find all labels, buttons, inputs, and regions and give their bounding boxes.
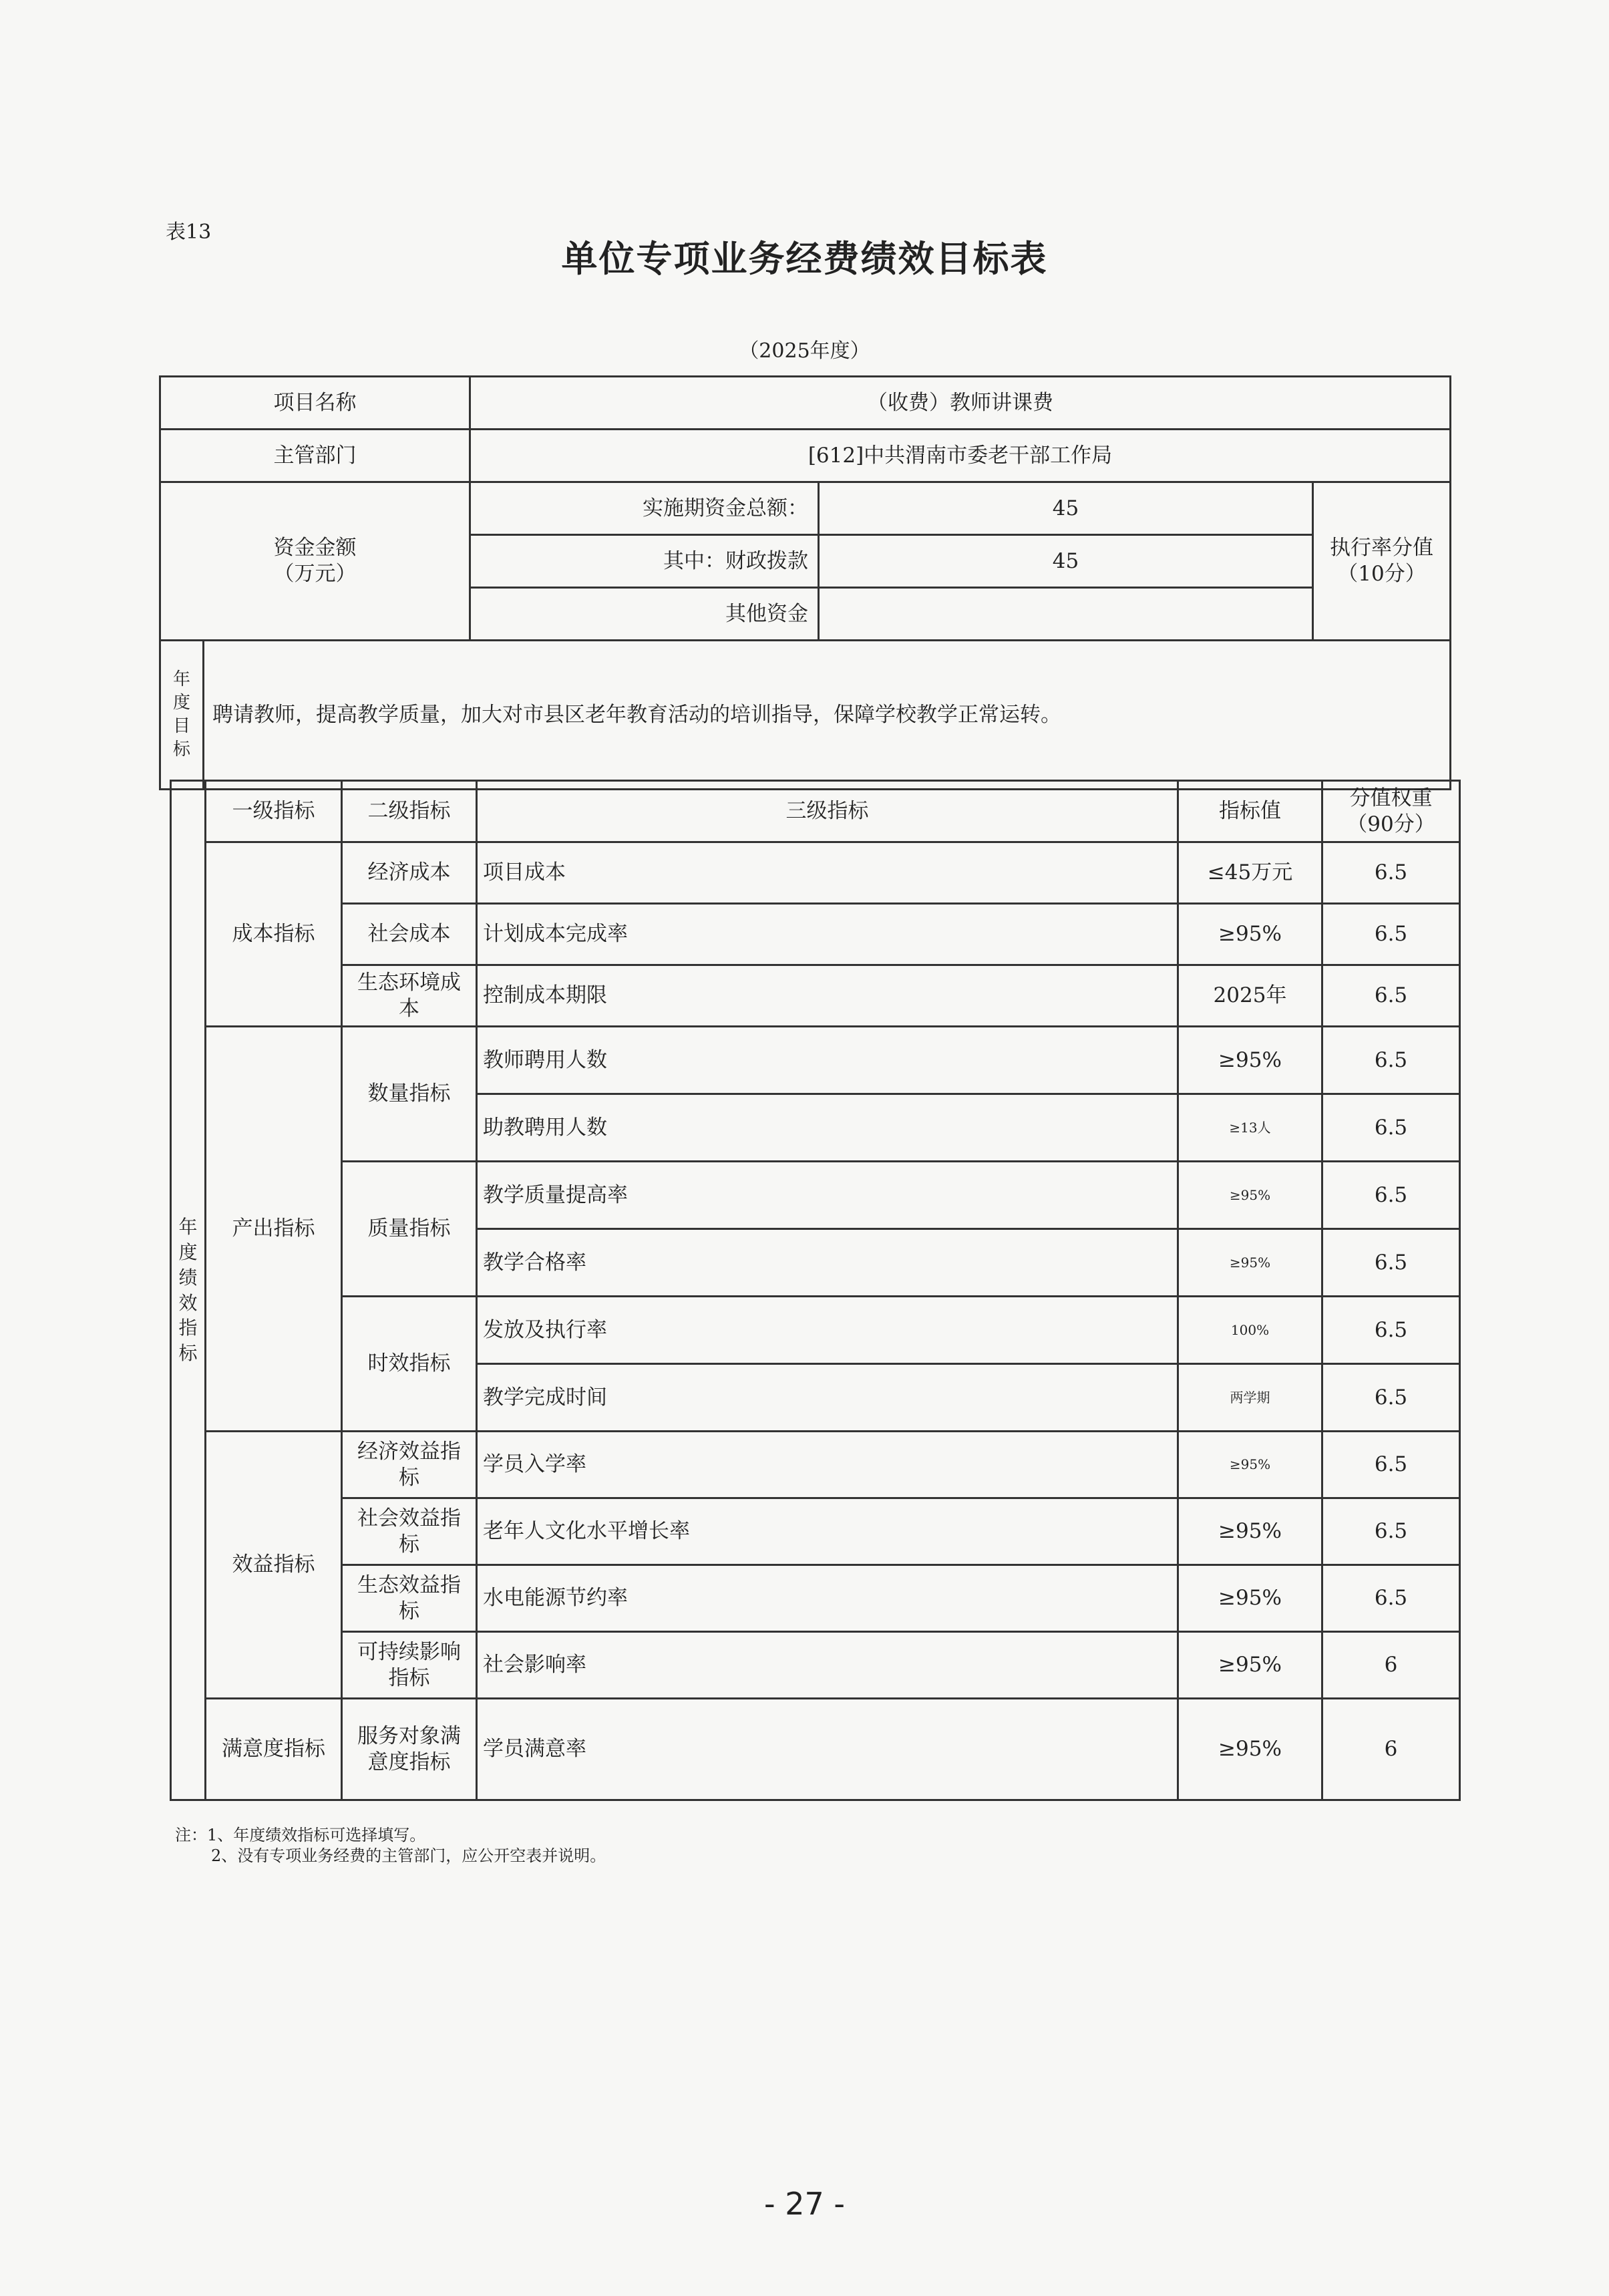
notes — [175, 1825, 606, 1866]
funds-label-cell — [160, 482, 470, 641]
indicator-value: ≥95% — [1178, 1565, 1322, 1632]
project-name-label: 项目名称 — [160, 377, 470, 430]
indicator-name: 水电能源节约率 — [477, 1565, 1178, 1632]
level2-cell: 社会成本 — [342, 904, 477, 965]
indicator-value: 2025年 — [1178, 965, 1322, 1027]
annual-goal-row — [160, 641, 1451, 790]
level2-cell: 可持续影响指标 — [342, 1632, 477, 1699]
level1-benefit: 效益指标 — [206, 1432, 342, 1699]
indicator-weight: 6.5 — [1322, 1229, 1460, 1297]
indicator-name: 老年人文化水平增长率 — [477, 1498, 1178, 1565]
funds-label: 资金金额 — [273, 536, 357, 560]
other-funds-value — [819, 588, 1313, 641]
level2-cell: 数量指标 — [342, 1027, 477, 1162]
level2-cell: 服务对象满意度指标 — [342, 1699, 477, 1800]
indicator-value: ≥95% — [1178, 1699, 1322, 1800]
table-row — [171, 1699, 1460, 1800]
performance-indicator-table — [170, 780, 1461, 1801]
indicator-name: 学员满意率 — [477, 1699, 1178, 1800]
level2-cell: 时效指标 — [342, 1297, 477, 1432]
department-row — [160, 430, 1451, 482]
table-row — [171, 1565, 1460, 1632]
indicator-value: ≥95% — [1178, 1027, 1322, 1094]
annual-goal-label-cell — [161, 641, 204, 788]
indicator-name: 教学合格率 — [477, 1229, 1178, 1297]
level2-cell: 经济成本 — [342, 842, 477, 904]
header-level3: 三级指标 — [477, 781, 1178, 842]
indicator-name: 教学质量提高率 — [477, 1162, 1178, 1229]
funds-total-row — [160, 482, 1451, 535]
indicator-name: 学员入学率 — [477, 1432, 1178, 1498]
funds-unit: （万元） — [273, 562, 357, 586]
level2-cell: 生态环境成本 — [342, 965, 477, 1027]
indicator-name: 控制成本期限 — [477, 965, 1178, 1027]
fiscal-year: （2025年度） — [739, 339, 870, 363]
indicator-value: ≥95% — [1178, 1229, 1322, 1297]
header-weight: 分值权重 — [1349, 786, 1433, 810]
project-name-row — [160, 377, 1451, 430]
indicator-value: ≤45万元 — [1178, 842, 1322, 904]
indicator-weight: 6.5 — [1322, 965, 1460, 1027]
level2-cell: 社会效益指标 — [342, 1498, 477, 1565]
indicator-weight: 6 — [1322, 1699, 1460, 1800]
table-row — [171, 1162, 1460, 1229]
indicator-weight: 6.5 — [1322, 842, 1460, 904]
indicator-value: ≥95% — [1178, 1162, 1322, 1229]
table-row — [171, 1498, 1460, 1565]
header-level2: 二级指标 — [342, 781, 477, 842]
indicator-value: 两学期 — [1178, 1364, 1322, 1432]
table-row — [171, 904, 1460, 965]
note-line-2: 2、没有专项业务经费的主管部门，应公开空表并说明。 — [211, 1846, 606, 1866]
indicator-header-row — [171, 781, 1460, 842]
indicator-name: 计划成本完成率 — [477, 904, 1178, 965]
indicator-weight: 6.5 — [1322, 904, 1460, 965]
header-value: 指标值 — [1178, 781, 1322, 842]
project-info-table — [159, 375, 1451, 790]
table-row — [171, 1432, 1460, 1498]
execution-rate-cell — [1313, 482, 1451, 641]
note-line-1: 注：1、年度绩效指标可选择填写。 — [175, 1826, 426, 1844]
indicator-value: 100% — [1178, 1297, 1322, 1364]
table-row — [171, 965, 1460, 1027]
department-label: 主管部门 — [160, 430, 470, 482]
level2-cell: 生态效益指标 — [342, 1565, 477, 1632]
indicator-weight: 6.5 — [1322, 1162, 1460, 1229]
table-row — [171, 842, 1460, 904]
indicator-value: ≥95% — [1178, 904, 1322, 965]
total-funds-value: 45 — [819, 482, 1313, 535]
level1-satisfaction: 满意度指标 — [206, 1699, 342, 1800]
fiscal-funds-value: 45 — [819, 535, 1313, 588]
table-row — [171, 1297, 1460, 1364]
indicator-name: 发放及执行率 — [477, 1297, 1178, 1364]
indicator-weight: 6.5 — [1322, 1094, 1460, 1162]
execution-rate-score: （10分） — [1337, 562, 1426, 586]
indicator-name: 社会影响率 — [477, 1632, 1178, 1699]
department-value: [612]中共渭南市委老干部工作局 — [470, 430, 1451, 482]
indicator-weight: 6.5 — [1322, 1432, 1460, 1498]
total-funds-label: 实施期资金总额： — [470, 482, 819, 535]
indicator-value: ≥95% — [1178, 1432, 1322, 1498]
indicator-name: 教师聘用人数 — [477, 1027, 1178, 1094]
indicator-value: ≥95% — [1178, 1498, 1322, 1565]
indicator-name: 项目成本 — [477, 842, 1178, 904]
perf-side-label: 年度绩效指标 — [178, 1216, 198, 1365]
header-level1: 一级指标 — [206, 781, 342, 842]
indicator-name: 助教聘用人数 — [477, 1094, 1178, 1162]
header-weight-sub: （90分） — [1347, 812, 1435, 836]
annual-goal-label: 年度目标 — [173, 669, 191, 760]
indicator-weight: 6.5 — [1322, 1364, 1460, 1432]
level1-cost: 成本指标 — [206, 842, 342, 1027]
table-row — [171, 1027, 1460, 1094]
fiscal-funds-label: 其中：财政拨款 — [470, 535, 819, 588]
header-weight-cell — [1322, 781, 1460, 842]
project-name-value: （收费）教师讲课费 — [470, 377, 1451, 430]
indicator-value: ≥95% — [1178, 1632, 1322, 1699]
indicator-weight: 6.5 — [1322, 1297, 1460, 1364]
annual-goal-text: 聘请教师，提高教学质量，加大对市县区老年教育活动的培训指导，保障学校教学正常运转。 — [212, 702, 1061, 727]
annual-goal-wrapper — [161, 641, 1449, 788]
level2-cell: 经济效益指标 — [342, 1432, 477, 1498]
indicator-weight: 6.5 — [1322, 1498, 1460, 1565]
execution-rate-label: 执行率分值 — [1330, 536, 1433, 560]
page-number: - 27 - — [764, 2186, 845, 2222]
perf-side-label-cell — [171, 781, 206, 1800]
page-title: 单位专项业务经费绩效目标表 — [561, 238, 1048, 280]
table-number: 表13 — [166, 220, 212, 244]
level1-output: 产出指标 — [206, 1027, 342, 1432]
indicator-weight: 6.5 — [1322, 1565, 1460, 1632]
indicator-value: ≥13人 — [1178, 1094, 1322, 1162]
other-funds-label: 其他资金 — [470, 588, 819, 641]
level2-cell: 质量指标 — [342, 1162, 477, 1297]
indicator-weight: 6 — [1322, 1632, 1460, 1699]
indicator-weight: 6.5 — [1322, 1027, 1460, 1094]
annual-goal-container — [160, 641, 1451, 790]
table-row — [171, 1632, 1460, 1699]
indicator-name: 教学完成时间 — [477, 1364, 1178, 1432]
